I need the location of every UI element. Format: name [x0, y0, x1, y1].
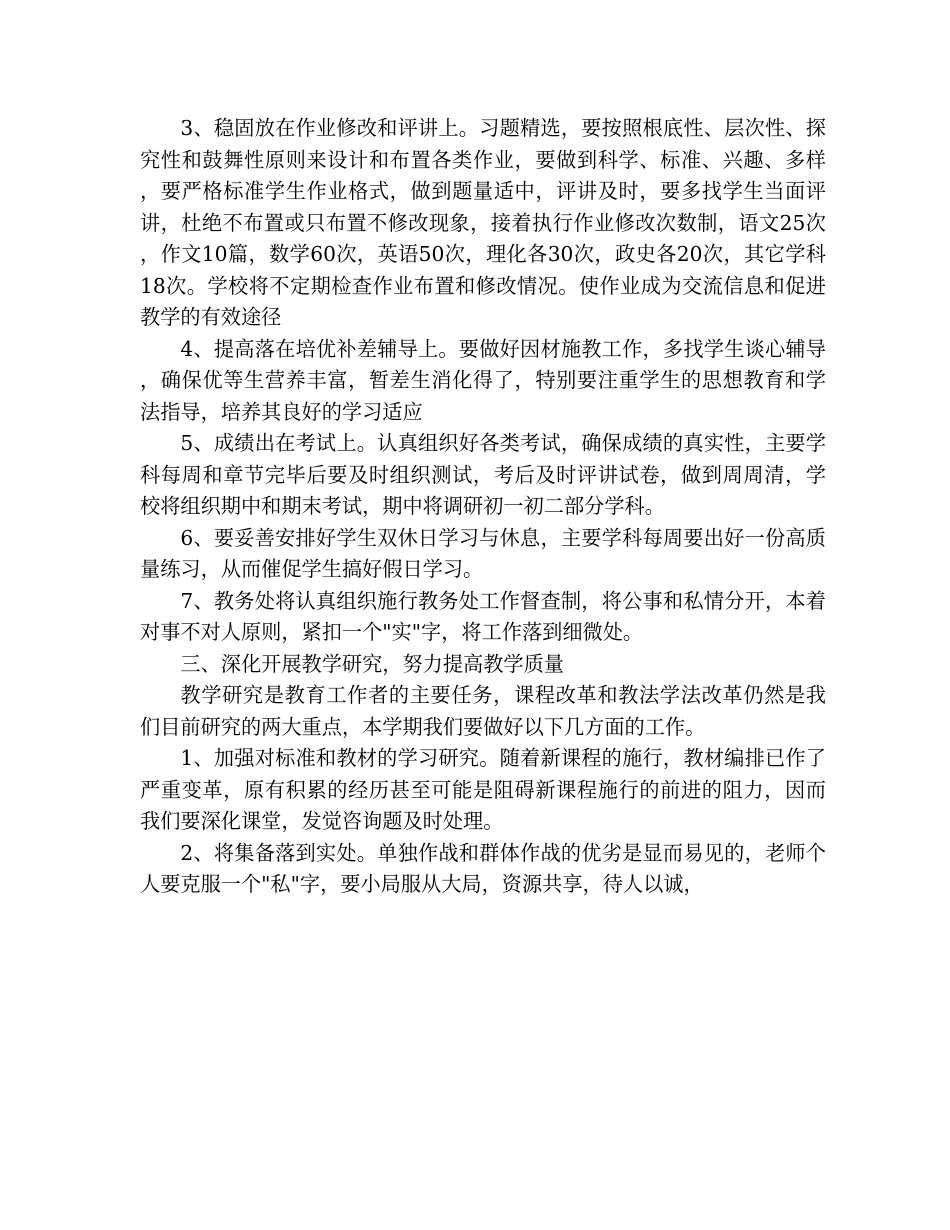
paragraph-tutoring: 4、提高落在培优补差辅导上。要做好因材施教工作，多找学生谈心辅导，确保优等生营养丰富，暂差生消化得了，特别要注重学生的思想教育和学法指导，培养其良好的学习适应 [140, 336, 826, 424]
paragraph-homework-correction: 3、稳固放在作业修改和评讲上。习题精选，要按照根底性、层次性、探究性和鼓舞性原则来设计和布置各类作业，要做到科学、标准、兴趣、多样，要严格标准学生作业格式，做到题量适中，评讲及时，要多找学生当面评讲，杜绝不布置或只布置不修改现象，接着执行作业修改次数制，语文25次，作文10篇，数学60次，英语50次，理化各30次，政史各20次，其它学科18次。学校将不定期检查作业布置和修改情况。使作业成为交流信息和促进教学的有效途径 [140, 116, 826, 329]
paragraph-research-intro: 教学研究是教育工作者的主要任务，课程改革和教法学法改革仍然是我们目前研究的两大重点，本学期我们要做好以下几方面的工作。 [140, 683, 826, 739]
paragraph-exams: 5、成绩出在考试上。认真组织好各类考试，确保成绩的真实性，主要学科每周和章节完毕后要及时组织测试，考后及时评讲试卷，做到周周清，学校将组织期中和期末考试，期中将调研初一初二部分学科。 [140, 431, 826, 518]
section-heading-teaching-research: 三、深化开展教学研究，努力提高教学质量 [180, 651, 564, 676]
paragraph-supervision: 7、教务处将认真组织施行教务处工作督查制，将公事和私情分开，本着对事不对人原则，紧扣一个"实"字，将工作落到细微处。 [140, 588, 826, 644]
paragraph-collective-prep: 2、将集备落到实处。单独作战和群体作战的优劣是显而易见的，老师个人要克服一个"私"字，要小局服从大局，资源共享，待人以诚， [140, 840, 826, 896]
document-page [140, 113, 826, 901]
paragraph-curriculum-study: 1、加强对标准和教材的学习研究。随着新课程的施行，教材编排已作了严重变革，原有积累的经历甚至可能是阻碍新课程施行的前进的阻力，因而我们要深化课堂，发觉咨询题及时处理。 [140, 746, 826, 833]
paragraph-weekend-study: 6、要妥善安排好学生双休日学习与休息，主要学科每周要出好一份高质量练习，从而催促学生搞好假日学习。 [140, 525, 826, 581]
